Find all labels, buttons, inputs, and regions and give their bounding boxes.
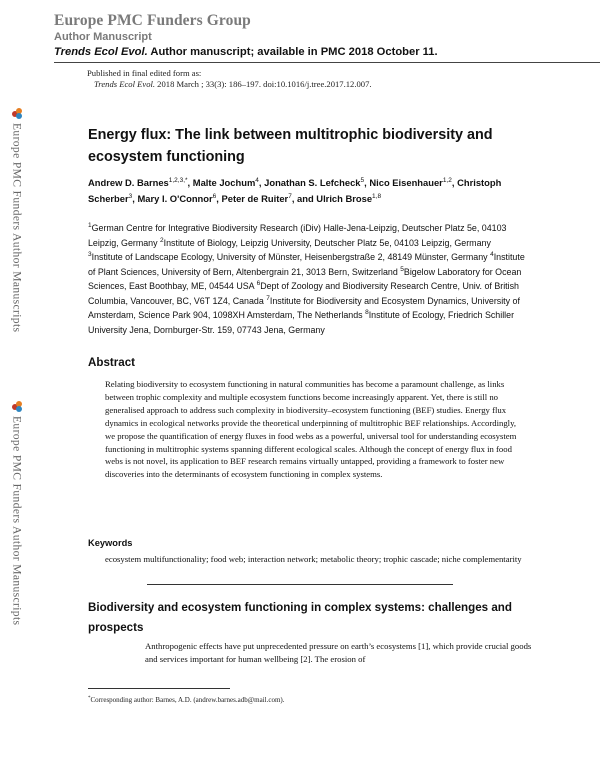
footnote-mark: * xyxy=(88,696,91,701)
author-affiliation-marker: 6 xyxy=(212,192,217,200)
affiliation-number: 3 xyxy=(88,251,92,258)
journal-name: Trends Ecol Evol. xyxy=(54,46,148,58)
author-manuscript-label: Author Manuscript xyxy=(54,31,152,43)
author-name: Nico Eisenhauer xyxy=(369,177,443,188)
author-name: Peter de Ruiter xyxy=(221,192,289,204)
footnote-divider xyxy=(88,688,230,689)
author-name: Mary I. O'Connor xyxy=(137,192,213,204)
footnote-text: Corresponding author: Barnes, A.D. (andrew.barnes.adb@mail.com). xyxy=(90,696,285,704)
author-affiliation-marker: 5 xyxy=(360,177,365,184)
author-name: Christoph Scherber xyxy=(88,177,502,204)
published-journal: Trends Ecol Evol. xyxy=(94,79,156,89)
author-affiliation-marker: 1,2,3,* xyxy=(168,177,188,184)
affiliation-text: Institute of Landscape Ecology, University of Münster, Heisenbergstraße 2, 48149 Münster, Germany xyxy=(91,252,491,262)
header-divider xyxy=(54,62,600,63)
affiliations xyxy=(88,221,528,337)
author-affiliation-marker: 1,2 xyxy=(442,177,452,184)
side-rail-top xyxy=(6,108,28,332)
affiliation-text: Institute of Ecology, Friedrich Schiller University Jena, Dornburger-Str. 159, 07743 Jena, Germany xyxy=(88,310,515,335)
author-affiliation-marker: 4 xyxy=(255,177,259,184)
affiliation-number: 4 xyxy=(490,251,494,258)
author-name: Jonathan S. Lefcheck xyxy=(264,177,361,188)
author-separator: , xyxy=(258,177,265,188)
affiliation-text: Bigelow Laboratory for Ocean Sciences, East Boothbay, ME, 04544 USA xyxy=(88,266,522,291)
author-separator: , xyxy=(364,177,370,188)
footnote xyxy=(88,696,284,704)
author-name: Malte Jochum xyxy=(192,177,256,188)
keywords-heading: Keywords xyxy=(88,538,133,548)
side-rail-text: Europe PMC Funders Author Manuscripts xyxy=(10,416,24,626)
author-affiliation-marker: 1,8 xyxy=(372,192,382,200)
affiliation-text: Institute of Biology, Leipzig University, Deutscher Platz 5e, 04103 Leipzig, Germany xyxy=(163,237,491,248)
funders-group-title: Europe PMC Funders Group xyxy=(54,12,251,29)
affiliation-number: 5 xyxy=(400,265,404,273)
affiliation-number: 1 xyxy=(88,222,92,229)
author-name: Andrew D. Barnes xyxy=(88,177,169,188)
author-separator: , xyxy=(216,192,222,204)
availability-text: Author manuscript; available in PMC 2018 October 11. xyxy=(147,46,438,58)
keywords-text: ecosystem multifunctionality; food web; interaction network; metabolic theory; trophic cascade; niche complementarity xyxy=(105,554,522,564)
affiliation-number: 8 xyxy=(365,309,369,316)
side-rail-bottom xyxy=(6,401,28,625)
author-list xyxy=(88,175,528,206)
section-body-text: Anthropogenic effects have put unprecedented pressure on earth’s ecosystems [1], which provide crucial goods and services important for human wellbeing [2]. The erosion of xyxy=(145,641,532,664)
author-separator: , and xyxy=(291,192,317,204)
affiliation-number: 7 xyxy=(266,294,270,302)
paper-title: Energy flux: The link between multitrophic biodiversity and ecosystem functioning xyxy=(88,127,493,165)
journal-citation-line xyxy=(54,46,438,58)
author-affiliation-marker: 3 xyxy=(128,192,133,200)
author-separator: , xyxy=(187,177,193,188)
section-divider xyxy=(147,584,453,585)
affiliation-text: German Centre for Integrative Biodiversity Research (iDiv) Halle-Jena-Leipzig, Deutscher Platz 5e, 04103 Leipzig, Germany xyxy=(88,223,507,248)
author-name: Ulrich Brose xyxy=(316,192,373,204)
affiliation-text: Dept of Zoology and Biodiversity Research Centre, Univ. of British Columbia, Vancouver, BC, V6T 1Z4, Canada xyxy=(88,281,519,306)
published-label: Published in final edited form as: xyxy=(87,68,202,78)
europe-pmc-logo-icon xyxy=(12,108,23,119)
affiliation-number: 2 xyxy=(160,236,164,244)
author-separator: , xyxy=(132,192,138,204)
published-reference xyxy=(94,79,372,89)
abstract-heading: Abstract xyxy=(88,356,136,369)
affiliation-text: Institute of Plant Sciences, University of Bern, Altenbergrain 21, 3013 Bern, Switzerland xyxy=(88,252,525,277)
side-rail-text: Europe PMC Funders Author Manuscripts xyxy=(10,123,24,333)
affiliation-text: Institute for Biodiversity and Ecosystem Dynamics, University of Amsterdam, Science Park 904, 1098XH Amsterdam, The Netherlands xyxy=(88,295,520,320)
author-separator: , xyxy=(451,177,458,188)
abstract-text: Relating biodiversity to ecosystem functioning in natural communities has become a paramount challenge, as links between trophic complexity and multiple ecosystem functions become increasingly apparent. Yet, there is still no generalised approach to address such complexity in biodiversity–ecosystem functioning (BEF) studies. Energy flux dynamics in ecological networks provide the theoretical underpinning of multitrophic BEF relationships. Accordingly, we propose the quantification of energy fluxes in food webs as a powerful, universal tool for understanding ecosystem functioning in multitrophic systems spanning different ecological scales. Although the concept of energy flux in food webs is not novel, its application to BEF research remains virtually untapped, providing a framework to foster new discoveries into the determinants of ecosystem functioning in complex systems. xyxy=(105,379,517,480)
author-affiliation-marker: 7 xyxy=(288,192,292,200)
affiliation-number: 6 xyxy=(256,280,261,287)
europe-pmc-logo-icon xyxy=(12,401,23,412)
section-heading: Biodiversity and ecosystem functioning in complex systems: challenges and prospects xyxy=(88,601,512,634)
published-details: 2018 March ; 33(3): 186–197. doi:10.1016/j.tree.2017.12.007. xyxy=(155,79,372,89)
